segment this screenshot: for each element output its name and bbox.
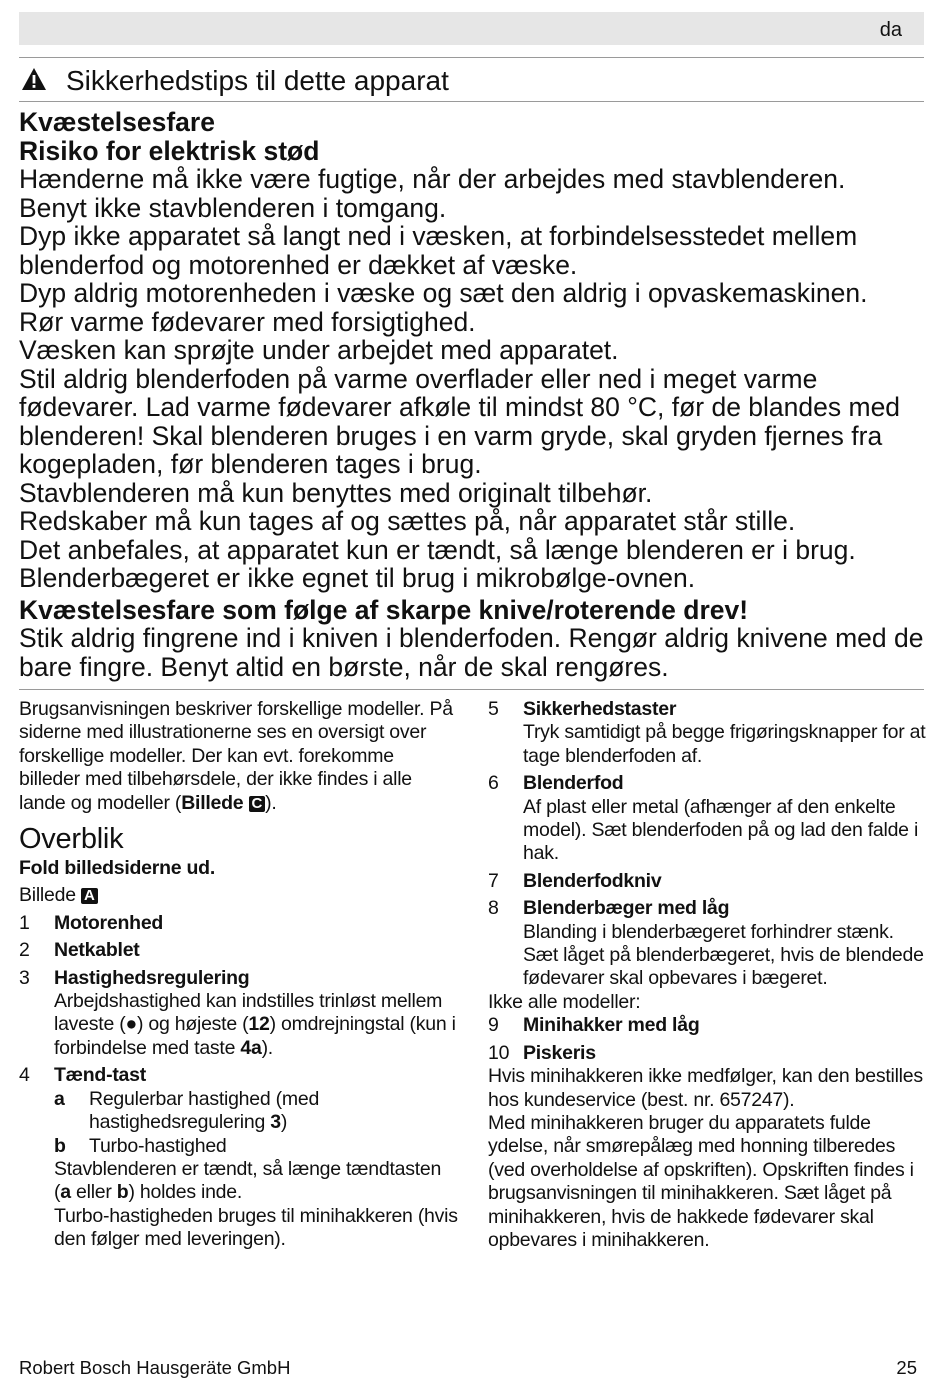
list-item: 5 Sikkerhedstaster Tryk samtidigt på begge frigøringsknapper for at tage blenderfoden af.: [488, 698, 928, 768]
safety-line: Dyp ikke apparatet så langt ned i væsken, at forbindelsesstedet mellem blenderfod og motorenhed er dækket af væske.: [19, 221, 858, 280]
list-item: 1 Motorenhed: [19, 911, 164, 934]
safety-line: Det anbefales, at apparatet kun er tændt, så længe blenderen er i brug.: [19, 534, 856, 565]
safety-line: Stil aldrig blenderfoden på varme overflader eller ned i meget varme fødevarer. Lad varme fødevarer afkøle til mindst 80 °C, før de blandes med blenderen! Skal blenderen bruges i en varm gryde, skal gryden fjernes fra kogepladen, før blenderen tages i brug.: [19, 363, 901, 479]
knife-text: Stik aldrig fingrene ind i kniven i blenderfoden. Rengør aldrig knivene med de bare fingre. Benyt altid en børste, når de skal rengøres.: [19, 623, 924, 682]
fold-instruction: Fold billedsiderne ud.: [19, 857, 216, 880]
item-4-turbo-note: Turbo-hastigheden bruges til minihakkeren (hvis den følger med leveringen).: [54, 1204, 458, 1251]
item-3-description: Arbejdshastighed kan indstilles trinløst mellem laveste (●) og højeste (12) omdrejningstal (kun i forbindelse med taste 4a).: [54, 990, 456, 1059]
intro-paragraph: Brugsanvisningen beskriver forskellige modeller. På siderne med illustrationerne ses en oversigt over forskellige modeller. Der kan evt. forekomme billeder med tilbehørsdele, der ikke findes i alle lande og modeller (Billede C ).: [19, 698, 453, 814]
list-item: 10 Piskeris: [488, 1041, 596, 1064]
minihakker-order-paragraph: Hvis minihakkeren ikke medfølger, kan den bestilles hos kundeservice (best. nr. 657247).: [488, 1065, 923, 1111]
figure-a-badge: A: [81, 888, 98, 904]
list-item: 7 Blenderfodkniv: [488, 869, 662, 892]
figure-c-badge: C: [249, 796, 266, 812]
item-6-description: Af plast eller metal (afhænger af den enkelte model). Sæt blenderfoden på og lad den falde i hak.: [523, 795, 919, 865]
language-bar: [19, 12, 924, 45]
safety-line: Redskaber må kun tages af og sættes på, når apparatet står stille.: [19, 506, 796, 536]
list-item: 9 Minihakker med låg: [488, 1014, 700, 1037]
item-8-description-1: Blanding i blenderbægeret forhindrer stænk.: [523, 920, 894, 943]
footer-company: Robert Bosch Hausgeräte GmbH: [19, 1357, 291, 1378]
safety-line: Benyt ikke stavblenderen i tomgang.: [19, 192, 447, 223]
safety-line: Hænderne må ikke være fugtige, når der arbejdes med stavblenderen.: [19, 164, 846, 194]
safety-line: Stavblenderen må kun benyttes med originalt tilbehør.: [19, 477, 653, 508]
overview-title: Overblik: [19, 823, 124, 856]
item-4-description: Stavblenderen er tændt, så længe tændtasten (a eller b) holdes inde.: [54, 1157, 442, 1204]
heading-electric-shock: Risiko for elektrisk stød: [19, 135, 320, 166]
section-divider: [19, 689, 924, 690]
not-all-models: Ikke alle modeller:: [488, 990, 641, 1013]
safety-line: Rør varme fødevarer med forsigtighed.: [19, 306, 476, 337]
item-8-description-2: Sæt låget på blenderbægeret, hvis de blendede fødevarer skal opbevares i bægeret.: [523, 944, 924, 990]
list-item: 3 Hastighedsregulering Arbejdshastighed kan indstilles trinløst mellem laveste (●) og højeste (12) omdrejningstal (kun i forbindelse med taste 4a).: [19, 967, 459, 1061]
heading-injury: Kvæstelsesfare: [19, 107, 215, 137]
safety-section: [19, 108, 931, 681]
sub-item-a: a Regulerbar hastighed (med hastighedsregulering 3): [54, 1087, 320, 1134]
right-column: [488, 698, 928, 1252]
safety-line: Dyp aldrig motorenheden i væske og sæt den aldrig i opvaskemaskinen.: [19, 278, 868, 308]
item-5-description: Tryk samtidigt på begge frigøringsknapper for at tage blenderfoden af.: [523, 721, 926, 767]
list-item: 8 Blenderbæger med låg Blanding i blenderbægeret forhindrer stænk. Sæt låget på blenderbægeret, hvis de blendede fødevarer skal opbevares i bægeret.: [488, 897, 928, 991]
left-column: [19, 698, 459, 1252]
figure-label: Billede A: [19, 884, 459, 907]
list-item: 4 Tænd-tast a Regulerbar hastighed (med hastighedsregulering 3) b Turbo-hastighed Stavblenderen er tændt, så længe tændtasten (a eller b) holdes inde. Turbo-hastigheden bruges til minihakkeren (hvis den følger med leveringen).: [19, 1064, 458, 1251]
list-item: 6 Blenderfod Af plast eller metal (afhænger af den enkelte model). Sæt blenderfoden på og lad den falde i hak.: [488, 772, 928, 866]
safety-line: Blenderbægeret er ikke egnet til brug i mikrobølge-ovnen.: [19, 563, 696, 593]
safety-header: [19, 57, 924, 102]
safety-title: Sikkerhedstips til dette apparat: [66, 65, 449, 96]
minihakker-usage-paragraph: Med minihakkeren bruger du apparatets fulde ydelse, når smørepålæg med honning tilberedes (ved overholdelse af opskriften). Opskriften findes i brugsanvisningen til minihakkeren. Sæt låget på minihakkeren, hvis de hakkede fødevarer skal opbevares i minihakkeren.: [488, 1111, 914, 1251]
list-item: 2 Netkablet: [19, 939, 140, 962]
safety-line: Væsken kan sprøjte under arbejdet med apparatet.: [19, 335, 619, 365]
heading-knife-hazard: Kvæstelsesfare som følge af skarpe knive/roterende drev!: [19, 594, 749, 625]
warning-triangle-icon: [21, 67, 47, 91]
language-code: da: [879, 19, 902, 41]
sub-item-b: b Turbo-hastighed: [54, 1134, 227, 1157]
page-number: 25: [896, 1357, 917, 1378]
